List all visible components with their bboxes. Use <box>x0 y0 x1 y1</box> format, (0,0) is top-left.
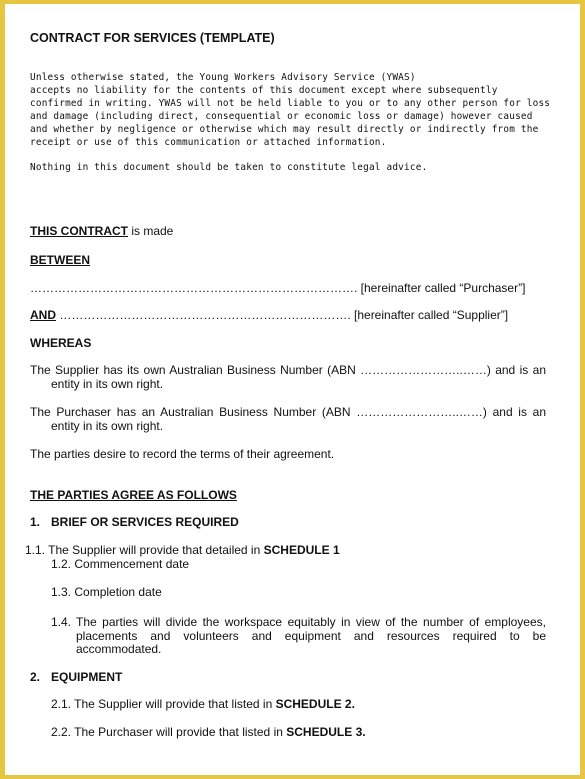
item-number: 1.2. <box>51 557 72 571</box>
purchaser-abn-line2: entity in its own right. <box>51 419 164 433</box>
section2-title: EQUIPMENT <box>51 670 123 684</box>
and-label: AND <box>30 308 56 322</box>
purchaser-called: [hereinafter called “Purchaser”] <box>357 281 526 295</box>
legal-advice-note: Nothing in this document should be taken to constitute legal advice. <box>30 162 428 173</box>
supplier-line <box>30 308 508 322</box>
section1-number: 1. <box>30 515 41 529</box>
agree-heading: THE PARTIES AGREE AS FOLLOWS <box>30 488 237 502</box>
purchaser-abn-line1: The Purchaser has an Australian Business Number (ABN ……………………..……) and is an <box>30 405 546 419</box>
item-1-4-line2: placements and volunteers and equipment and resources required to be <box>76 629 546 643</box>
section2-number: 2. <box>30 670 41 684</box>
item-text: The Supplier will provide that listed in <box>74 697 276 711</box>
disclaimer-line: accepts no liability for the contents of this document except where subsequently <box>30 85 498 96</box>
contract-made-bold: THIS CONTRACT <box>30 224 128 238</box>
parties-desire: The parties desire to record the terms of their agreement. <box>30 447 335 461</box>
item-text: The Supplier will provide that detailed in <box>48 543 264 557</box>
supplier-called: [hereinafter called “Supplier”] <box>350 308 509 322</box>
item-1-2 <box>51 557 189 571</box>
item-bold: SCHEDULE 1 <box>263 543 340 557</box>
item-bold: SCHEDULE 2. <box>275 697 355 711</box>
contract-made-rest: is made <box>128 224 174 238</box>
disclaimer-line: and whether by negligence or otherwise which may result directly or indirectly from the <box>30 124 539 135</box>
supplier-abn-line1: The Supplier has its own Australian Business Number (ABN ……………………..……) and is an <box>30 363 546 377</box>
item-number: 1.3. <box>51 585 72 599</box>
item-1-4-line3: accommodated. <box>76 642 162 656</box>
purchaser-blank: ………………………………………………………………………. <box>30 281 358 295</box>
document-page <box>5 4 580 775</box>
disclaimer-line: receipt or use of this communication or attached information. <box>30 137 387 148</box>
item-text: The Purchaser will provide that listed in <box>74 725 287 739</box>
item-1-4-line1: The parties will divide the workspace equitably in view of the number of employees, <box>76 615 546 629</box>
item-text: Commencement date <box>74 557 190 571</box>
supplier-blank: ………………………………………………………………. <box>56 308 351 322</box>
item-1-1 <box>25 543 340 557</box>
disclaimer-line: Unless otherwise stated, the Young Workers Advisory Service (YWAS) <box>30 72 416 83</box>
document-title: CONTRACT FOR SERVICES (TEMPLATE) <box>30 31 275 45</box>
between-label: BETWEEN <box>30 253 90 267</box>
contract-made-line <box>30 224 173 238</box>
item-number: 2.1. <box>51 697 72 711</box>
item-bold: SCHEDULE 3. <box>286 725 366 739</box>
item-1-4-number: 1.4. <box>51 615 72 629</box>
item-2-2 <box>51 725 366 739</box>
supplier-abn-line2: entity in its own right. <box>51 377 164 391</box>
item-number: 1.1. <box>25 543 46 557</box>
purchaser-line <box>30 281 525 295</box>
whereas-label: WHEREAS <box>30 336 92 350</box>
item-number: 2.2. <box>51 725 72 739</box>
disclaimer-line: and damage (including direct, consequential or economic loss or damage) however caused <box>30 111 533 122</box>
item-text: Completion date <box>74 585 162 599</box>
section1-title: BRIEF OR SERVICES REQUIRED <box>51 515 239 529</box>
item-1-3 <box>51 585 162 599</box>
item-2-1 <box>51 697 355 711</box>
disclaimer-line: confirmed in writing. YWAS will not be held liable to you or to any other person for loss <box>30 98 551 109</box>
